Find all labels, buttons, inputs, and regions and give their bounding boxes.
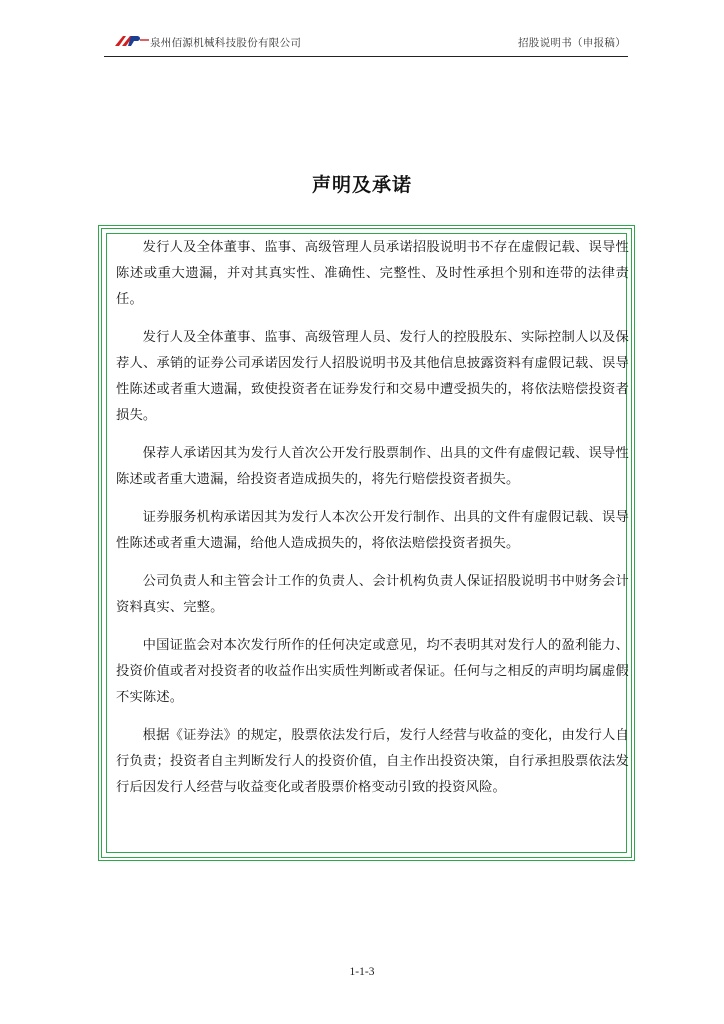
document-type: 招股说明书（申报稿） — [518, 37, 626, 49]
paragraph-2: 发行人及全体董事、监事、高级管理人员、发行人的控股股东、实际控制人以及保荐人、承销的证券公司承诺因发行人招股说明书及其他信息披露资料有虚假记载、误导性陈述或者重大遗漏，致使投资者在证券发行和交易中遭受损失的，将依法赔偿投资者损失。 — [116, 330, 629, 423]
page-number: 1-1-3 — [349, 966, 375, 978]
page-header — [104, 30, 628, 57]
statement-box-inner-border — [106, 233, 627, 853]
paragraph-6: 中国证监会对本次发行所作的任何决定或意见，均不表明其对发行人的盈利能力、投资价值或者对投资者的收益作出实质性判断或者保证。任何与之相反的声明均属虚假不实陈述。 — [116, 638, 629, 705]
company-name: 泉州佰源机械科技股份有限公司 — [150, 37, 302, 49]
paragraph-3: 保荐人承诺因其为发行人首次公开发行股票制作、出具的文件有虚假记载、误导性陈述或者重大遗漏，给投资者造成损失的，将先行赔偿投资者损失。 — [116, 446, 629, 487]
statement-box — [98, 225, 635, 861]
paragraph-5: 公司负责人和主管会计工作的负责人、会计机构负责人保证招股说明书中财务会计资料真实、完整。 — [116, 574, 629, 615]
statement-paragraphs — [116, 235, 629, 813]
page-title: 声明及承诺 — [311, 174, 412, 196]
paragraph-7: 根据《证券法》的规定，股票依法发行后，发行人经营与收益的变化，由发行人自行负责；投资者自主判断发行人的投资价值，自主作出投资决策，自行承担股票依法发行后因发行人经营与收益变化或者股票价格变动引致的投资风险。 — [116, 728, 629, 795]
company-logo-icon — [114, 34, 150, 48]
paragraph-1: 发行人及全体董事、监事、高级管理人员承诺招股说明书不存在虚假记载、误导性陈述或重大遗漏，并对其真实性、准确性、完整性、及时性承担个别和连带的法律责任。 — [116, 240, 629, 307]
paragraph-4: 证券服务机构承诺因其为发行人本次公开发行制作、出具的文件有虚假记载、误导性陈述或者重大遗漏，给他人造成损失的，将依法赔偿投资者损失。 — [116, 510, 629, 551]
